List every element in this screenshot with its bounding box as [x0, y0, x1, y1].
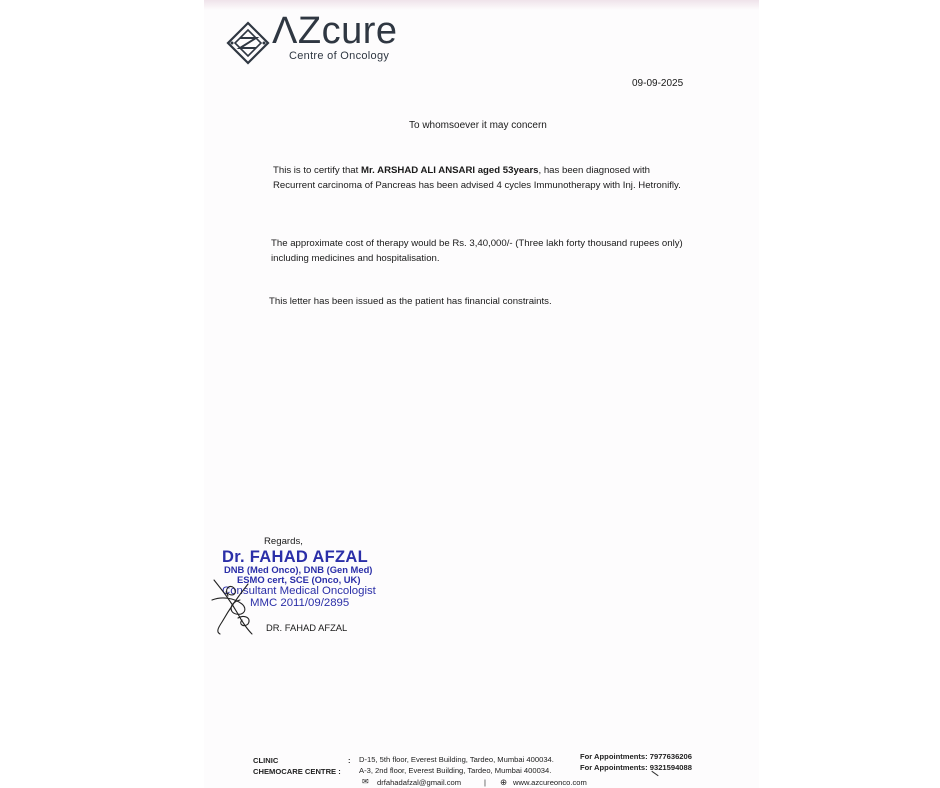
stamp-qualifications: DNB (Med Onco), DNB (Gen Med)	[224, 564, 373, 575]
salutation: To whomsoever it may concern	[409, 120, 547, 131]
certification-paragraph	[273, 163, 683, 193]
clinic-label: CLINIC	[253, 756, 279, 765]
stamp-designation: Consultant Medical Oncologist	[222, 585, 376, 597]
stamp-certifications: ESMO cert, SCE (Onco, UK)	[237, 574, 361, 585]
letter-date: 09-09-2025	[632, 78, 684, 89]
footer-separator: |	[484, 778, 486, 787]
clinic-appointment: For Appointments: 7977636206	[580, 752, 692, 761]
stamp-registration: MMC 2011/09/2895	[250, 597, 350, 609]
signatory-name: DR. FAHAD AFZAL	[266, 622, 348, 633]
globe-icon: ⊕	[500, 777, 508, 787]
clinic-address: D-15, 5th floor, Everest Building, Tardeo, Mumbai 400034.	[359, 755, 554, 764]
p1-diagnosis: , has been diagnosed with Recurrent carcinoma of Pancreas has been advised 4 cycles Immunotherapy with Inj. Hetronifly.	[273, 165, 681, 191]
brand-tagline: Centre of Oncology	[289, 50, 390, 62]
chemocare-label: CHEMOCARE CENTRE :	[253, 767, 341, 776]
clinic-colon: :	[348, 756, 351, 765]
brand-prefix: ΛZ	[272, 10, 322, 52]
stamp-doctor-name: Dr. FAHAD AFZAL	[222, 548, 368, 566]
website-link[interactable]: www.azcureonco.com	[513, 778, 587, 787]
envelope-icon: ✉	[362, 777, 369, 786]
letter-page	[204, 0, 759, 788]
cost-paragraph: The approximate cost of therapy would be Rs. 3,40,000/- (Three lakh forty thousand rupees only) including medicines and hospitalisation.	[271, 238, 683, 264]
brand-name	[272, 8, 398, 54]
reason-paragraph: This letter has been issued as the patient has financial constraints.	[269, 296, 552, 307]
patient-name: Mr. ARSHAD ALI ANSARI aged 53years	[360, 165, 539, 176]
p1-intro: This is to certify that	[273, 165, 361, 176]
handwritten-signature	[208, 574, 268, 636]
contact-email[interactable]: drfahadafzal@gmail.com	[377, 778, 462, 787]
az-diamond-logo-icon	[226, 21, 270, 65]
chemocare-appointment: For Appointments: 9321594088	[580, 763, 692, 772]
chemocare-address: A-3, 2nd floor, Everest Building, Tardeo, Mumbai 400034.	[359, 766, 552, 775]
brand-suffix: cure	[321, 10, 398, 52]
regards: Regards,	[264, 536, 303, 547]
